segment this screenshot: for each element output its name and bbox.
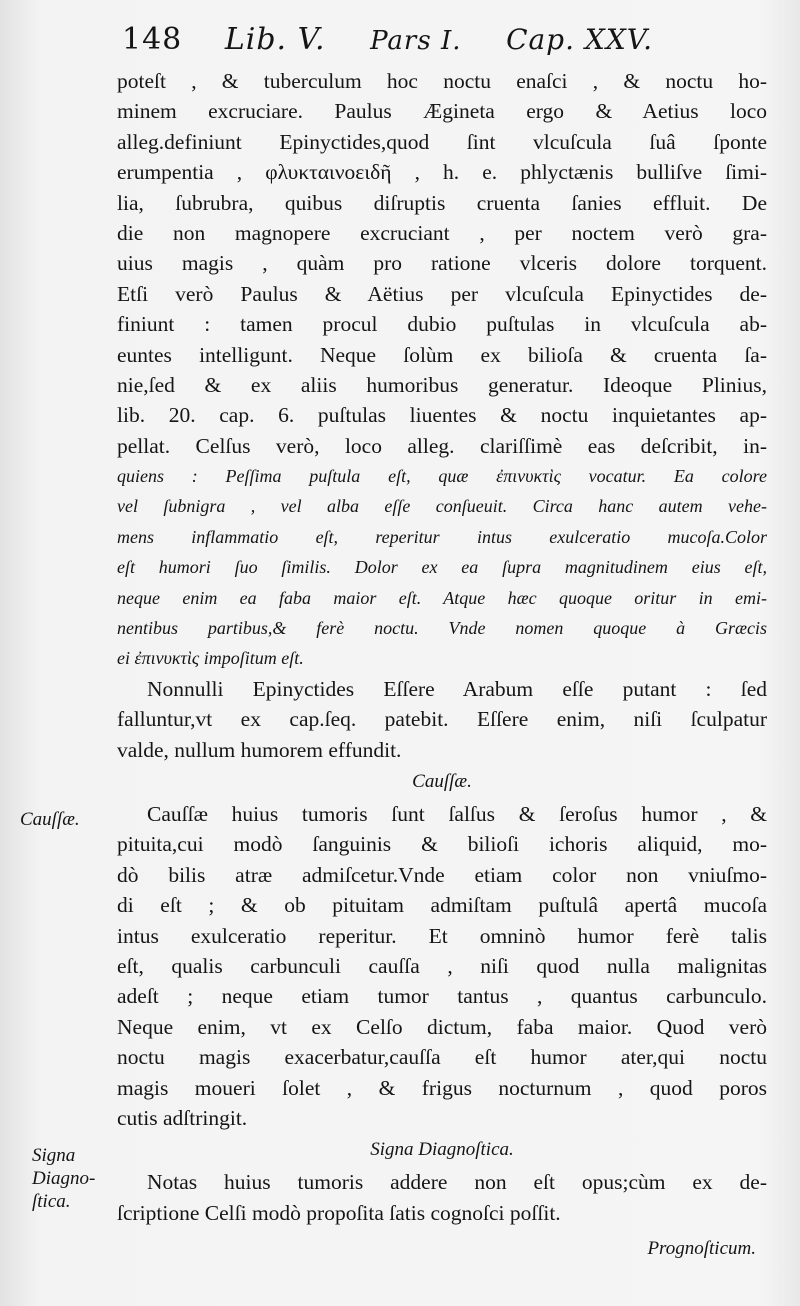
text-line: noctu magis exacerbatur,cauſſa eſt humor ater,qui noctu [117, 1045, 767, 1070]
text-line: poteſt , & tuberculum hoc noctu enaſci , & noctu ho- [117, 69, 767, 93]
text-line: pellat. Celſus verò, loco alleg. clariſſimè eas deſcribit, in- [117, 433, 767, 458]
quote-line: eſt humori ſuo ſimilis. Dolor ex ea ſupra magnitudinem eius eſt, [117, 557, 767, 578]
margin-note-signa-line: ſtica. [32, 1191, 71, 1212]
text-line: Neque enim, vt ex Celſo dictum, faba maior. Quod verò [117, 1014, 767, 1039]
text-line: lia, ſubrubra, quibus diſruptis cruenta ſanies effluit. De [117, 190, 767, 215]
header-part: Pars I. [370, 26, 462, 56]
text-line: Nonnulli Epinyctides Eſſere Arabum eſſe putant : ſed [147, 676, 767, 701]
text-line: Cauſſæ huius tumoris ſunt ſalſus & ſeroſus humor , & [147, 801, 767, 826]
paragraph-essere-cont [117, 704, 767, 765]
text-line: uius magis , quàm pro ratione vlceris dolore torquent. [117, 251, 767, 276]
running-header [122, 22, 760, 66]
text-line: minem excruciare. Paulus Ægineta ergo & Aetius loco [117, 99, 767, 124]
text-line: ſcriptione Celſi modò propoſita ſatis cognoſci poſſit. [117, 1200, 561, 1225]
text-line: cutis adſtringit. [117, 1105, 248, 1130]
text-line: adeſt ; neque etiam tumor tantus , quantus carbunculo. [117, 984, 767, 1009]
text-line: nie,ſed & ex aliis humoribus generatur. Ideoque Plinius, [117, 372, 767, 397]
header-book: Lib. V. [224, 22, 326, 57]
text-line: eſt, qualis carbunculi cauſſa , niſi quod nulla malignitas [117, 953, 767, 978]
text-line: erumpentia , φλυκταινοειδῆ , h. e. phlyctænis bulliſve ſimi- [117, 160, 767, 185]
paragraph-signa [117, 1167, 767, 1228]
catchword: Prognoſticum. [647, 1238, 756, 1259]
margin-note-caussae: Cauſſæ. [20, 809, 80, 830]
text-line: euntes intelligunt. Neque ſolùm ex bilioſa & cruenta ſa- [117, 342, 767, 367]
text-line: falluntur,vt ex cap.ſeq. patebit. Eſſere enim, niſi ſculpatur [117, 707, 767, 732]
text-line: lib. 20. cap. 6. puſtulas liuentes & noctu inquietantes ap- [117, 403, 767, 428]
margin-note-signa-line: Signa [32, 1145, 76, 1166]
margin-note-signa-line: Diagno- [32, 1168, 96, 1189]
main-text [117, 66, 767, 1228]
page-number: 148 [122, 22, 183, 57]
quote-line: ei ἐπινυκτὶς impoſitum eſt. [117, 648, 304, 669]
quote-line: neque enim ea faba maior eſt. Atque hæc quoque oritur in emi- [117, 587, 767, 608]
text-line: die non magnopere excruciant , per noctem verò gra- [117, 220, 767, 245]
header-chapter: Cap. XXV. [506, 23, 653, 56]
quote-line: vel ſubnigra , vel alba eſſe conſueuit. Circa hanc autem vehe- [117, 496, 767, 517]
quote-line: quiens : Peſſima puſtula eſt, quæ ἐπινυκτὶς vocatur. Ea colore [117, 466, 767, 487]
text-line: di eſt ; & ob pituitam admiſtam puſtulâ apertâ mucoſa [117, 893, 767, 918]
text-line: alleg.definiunt Epinyctides,quod ſint vlcuſcula ſuâ ſponte [117, 129, 767, 154]
section-heading-caussae: Cauſſæ. [412, 770, 472, 792]
text-line: intus exulceratio reperitur. Et omninò humor ferè talis [117, 923, 767, 948]
text-line: finiunt : tamen procul dubio puſtulas in vlcuſcula ab- [117, 312, 767, 337]
quote-line: nentibus partibus,& ferè noctu. Vnde nomen quoque à Græcis [117, 618, 767, 639]
paragraph-caussae [117, 799, 767, 1133]
text-line: magis moueri ſolet , & frigus nocturnum , quod poros [117, 1075, 767, 1100]
quote-line: mens inflammatio eſt, reperitur intus exulceratio mucoſa.Color [117, 526, 767, 547]
text-line: valde, nullum humorem effundit. [117, 737, 402, 762]
paragraph-essere [117, 674, 767, 704]
text-line: dò bilis atræ admiſcetur.Vnde etiam color non vniuſmo- [117, 862, 767, 887]
text-line: pituita,cui modò ſanguinis & bilioſi ichoris aliquid, mo- [117, 832, 767, 857]
text-line: Notas huius tumoris addere non eſt opus;cùm ex de- [147, 1170, 767, 1195]
margin-note-signa [32, 1144, 95, 1213]
text-line: Etſi verò Paulus & Aëtius per vlcuſcula Epinyctides de- [117, 281, 767, 306]
section-heading-signa: Signa Diagnoſtica. [370, 1139, 514, 1161]
paragraph-epinyctides [117, 66, 767, 674]
